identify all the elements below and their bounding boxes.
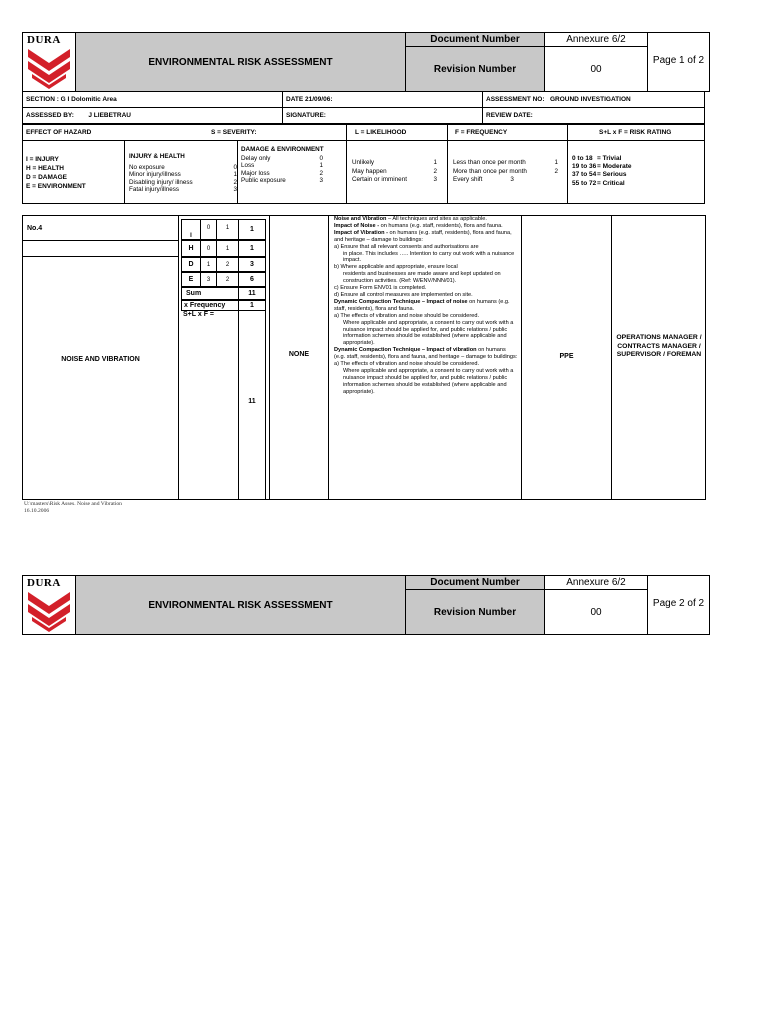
risk-item: a) The effects of vibration and noise should be considered. (334, 312, 480, 319)
frequency-value: 1 (238, 300, 266, 311)
risk-para (334, 347, 518, 361)
score-s: 3 (200, 272, 217, 287)
hazard-code: H = HEALTH (26, 165, 64, 172)
rating-range: 19 to 36 (572, 163, 597, 171)
ppe-cell: PPE (559, 353, 574, 360)
risk-para (334, 216, 518, 223)
legend-item-value: 1 (433, 159, 437, 166)
divider (238, 311, 239, 499)
effect-row (22, 124, 705, 141)
risk-heading: Dynamic Compaction Technique – Impact of vibration (334, 347, 477, 354)
legend-item-label: More than once per month (453, 167, 527, 175)
divider (346, 125, 347, 140)
score-code: D (181, 257, 201, 272)
legend-item-value: 0 (233, 163, 237, 171)
risk-para (334, 299, 518, 313)
risk-item: c) Ensure Form ENV01 is completed. (334, 285, 427, 292)
legend-item-label: Less than once per month (453, 159, 526, 166)
score-total: 1 (238, 240, 266, 257)
frequency-label: F = FREQUENCY (455, 129, 508, 136)
revision-value: 00 (545, 590, 648, 634)
legend-item (241, 177, 323, 185)
rating-item (572, 155, 662, 163)
score-code: E (181, 272, 201, 287)
rating-range: 55 to 72 (572, 179, 597, 187)
logo-cell (23, 576, 76, 634)
assessment-block (22, 215, 706, 500)
page-title: ENVIRONMENTAL RISK ASSESSMENT (76, 576, 406, 634)
legend-item (453, 168, 558, 177)
revision-label: Revision Number (406, 590, 545, 634)
likelihood-legend (352, 159, 437, 185)
page-number: Page 1 of 2 (652, 55, 705, 66)
rating-item (572, 180, 662, 188)
legend-item (241, 170, 323, 178)
legend-item (129, 179, 237, 187)
legend-item-label: Every shift (453, 176, 483, 184)
legend-item-value: 3 (233, 186, 237, 194)
risk-para (334, 230, 518, 244)
revision-value: 00 (545, 47, 648, 91)
risk-heading: Noise and Vibration (334, 216, 387, 222)
rating-item (572, 171, 662, 179)
assessment-no-cell (483, 92, 705, 108)
risk-para (334, 223, 518, 230)
hazard-code: E = ENVIRONMENT (26, 183, 86, 190)
page-number: Page 2 of 2 (652, 598, 705, 609)
score-s: 0 (200, 240, 217, 257)
score-code: I (181, 219, 201, 240)
slf-value: 11 (248, 398, 256, 405)
risk-heading: Impact of Vibration - (334, 229, 388, 236)
doc-number-label: Document Number (406, 576, 545, 590)
assessment-no-label: ASSESSMENT NO: (486, 96, 545, 103)
assessment-number: No.4 (27, 225, 43, 232)
divider (567, 125, 568, 140)
legend-item-label: No exposure (129, 163, 165, 171)
doc-number-value: Annexure 6/2 (545, 576, 648, 590)
legend-item-label: Unlikely (352, 159, 375, 166)
rating-label: = Trivial (597, 155, 622, 162)
doc-number-label: Document Number (406, 33, 545, 47)
score-s: 0 (200, 219, 217, 240)
divider (23, 240, 178, 241)
info-table (22, 91, 705, 124)
legend-item (129, 186, 237, 194)
legend-item-value: 1 (233, 171, 237, 179)
assessed-by-cell (23, 108, 283, 124)
slf-label: S+L x F = (183, 311, 214, 318)
risk-item-cont: in place. This includes ….. Intention to carry out work with a nuisance impact. (343, 250, 515, 264)
divider (178, 216, 179, 499)
footer-path: U:\masters\Risk Asses. Noise and Vibration (24, 501, 122, 507)
divider (23, 256, 178, 257)
rating-label: = Serious (597, 171, 627, 179)
risk-item: a) The effects of vibration and noise should be considered. (334, 361, 480, 368)
score-s: 1 (200, 257, 217, 272)
risk-heading: Dynamic Compaction Technique – Impact of noise (334, 298, 468, 305)
legend-item-label: May happen (352, 167, 387, 175)
risk-item: d) Ensure all control measures are implemented on site. (334, 291, 473, 298)
legend-item (129, 164, 237, 172)
severity-label: S = SEVERITY: (211, 129, 257, 136)
legend-item-value: 0 (319, 154, 323, 162)
risk-rating-label: S+L x F = RISK RATING (599, 129, 672, 136)
legend-item (241, 162, 323, 170)
legend-item-value: 2 (433, 167, 437, 175)
risk-item-cont: Where applicable and appropriate, a consent to carry out work with a nuisance impact should be applied for, and public relations / public information schemes should be established (where applicable and appropriate). (343, 367, 514, 395)
risk-heading: Impact of Noise - (334, 222, 380, 229)
legend-item (352, 176, 437, 185)
score-total: 3 (238, 257, 266, 272)
legend-item-label: Delay only (241, 154, 271, 162)
score-l: 1 (216, 219, 239, 240)
page-title: ENVIRONMENTAL RISK ASSESSMENT (76, 33, 406, 91)
rating-legend (572, 155, 662, 188)
logo-chevron-icon (28, 47, 70, 89)
risk-item-cont: Where applicable and appropriate, a consent to carry out work with a nuisance impact should be applied for, and public relations / public information schemes should be established (where applicable and appropriate). (343, 319, 514, 347)
risk-description (334, 216, 518, 396)
footer (24, 501, 122, 514)
injury-legend (129, 153, 237, 194)
legend-item-value: 3 (433, 176, 437, 184)
score-l: 1 (216, 240, 239, 257)
legend-item-label: Fatal injury/illness (129, 186, 180, 194)
rating-label: = Critical (597, 179, 625, 187)
logo-text: DURA (27, 34, 61, 46)
legend-item-value: 2 (554, 167, 558, 175)
score-code: H (181, 240, 201, 257)
hazard-codes (26, 155, 86, 191)
legend-item-label: Disabling injury/ illness (129, 178, 193, 186)
legend-item (352, 159, 437, 168)
score-total: 1 (238, 219, 266, 240)
legend-item-value: 3 (319, 177, 323, 185)
legend-row (22, 140, 705, 204)
divider (346, 141, 347, 203)
rating-range: 37 to 54 (572, 171, 597, 179)
score-l: 2 (216, 257, 239, 272)
assessment-no-value: GROUND INVESTIGATION (549, 96, 631, 103)
footer-date: 16.10.2006 (24, 507, 50, 514)
divider (611, 216, 612, 499)
legend-item-value: 1 (554, 159, 558, 166)
risk-item: b) Where applicable and appropriate, ensure local (334, 264, 458, 271)
divider (265, 311, 266, 499)
legend-item-value: 2 (319, 169, 323, 177)
activity-name: NOISE AND VIBRATION (61, 356, 140, 363)
legend-item (453, 159, 558, 168)
header-block-page2 (22, 575, 710, 635)
legend-item-label: Certain or imminent (352, 176, 407, 184)
assessed-by-value: J LIEBETRAU (88, 112, 131, 119)
date-cell: DATE 21/09/06: (283, 92, 483, 108)
legend-item-value: 2 (233, 178, 237, 186)
legend-item-value: 1 (319, 162, 323, 170)
legend-item-label: Loss (241, 162, 255, 170)
hazard-code: D = DAMAGE (26, 174, 67, 181)
damage-legend-box (237, 141, 238, 203)
score-l: 2 (216, 272, 239, 287)
likelihood-label: L = LIKELIHOOD (355, 129, 407, 136)
risk-text: on humans (e.g. staff, residents), flora and fauna. (379, 222, 503, 229)
hazard-code: I = INJURY (26, 156, 59, 163)
legend-item (129, 171, 237, 179)
section-cell: SECTION : G I Dolomitic Area (23, 92, 283, 108)
logo-text: DURA (27, 577, 61, 589)
frequency-legend (453, 159, 558, 185)
risk-text: – All techniques and sites as applicable. (386, 216, 487, 222)
rating-range: 0 to 18 (572, 155, 593, 162)
assessed-by-label: ASSESSED BY: (26, 112, 74, 119)
header-block (22, 32, 710, 92)
score-total: 6 (238, 272, 266, 287)
legend-item (453, 176, 558, 185)
divider (447, 125, 448, 140)
rating-label: = Moderate (597, 163, 632, 171)
logo-cell (23, 33, 76, 91)
divider (447, 141, 448, 203)
rating-item (572, 163, 662, 171)
risk-item-cont: residents and businesses are made aware and kept updated on construction activities. (Ref: W/ENV/NNN/01). (343, 271, 501, 285)
legend-item-label: Public exposure (241, 177, 286, 185)
logo-chevron-icon (28, 590, 70, 632)
legend-item-label: Major loss (241, 169, 270, 177)
risk-item: a) Ensure that all relevant consents and authorisations are (334, 243, 479, 250)
effect-of-hazard-label: EFFECT OF HAZARD (26, 129, 92, 136)
existing-controls: NONE (288, 351, 310, 358)
legend-item-label: Minor injury/illness (129, 171, 181, 179)
sum-value: 11 (238, 287, 266, 300)
damage-title: DAMAGE & ENVIRONMENT (241, 146, 324, 153)
revision-label: Revision Number (406, 47, 545, 91)
review-date-cell: REVIEW DATE: (483, 108, 705, 124)
frequency-label: x Frequency (181, 300, 239, 311)
divider (567, 141, 568, 203)
damage-legend (241, 146, 323, 185)
divider (328, 216, 329, 499)
responsible-person: OPERATIONS MANAGER / CONTRACTS MANAGER / SUPERVISOR / FOREMAN (616, 334, 702, 359)
legend-item (241, 155, 323, 163)
divider (124, 141, 125, 203)
risk-text: on humans (e.g. staff, residents), flora and fauna. (334, 298, 510, 312)
legend-item (352, 168, 437, 177)
risk-text: on humans (e.g. staff, residents), flora and fauna, and heritage – damage to buildings: (334, 229, 512, 243)
signature-cell: SIGNATURE: (283, 108, 483, 124)
risk-text: on humans (e.g. staff, residents), flora and fauna, and heritage – damage to buildings: (334, 347, 518, 361)
sum-label: Sum (181, 287, 239, 300)
legend-item-value: 3 (510, 176, 514, 184)
injury-title: INJURY & HEALTH (129, 153, 185, 160)
doc-number-value: Annexure 6/2 (545, 33, 648, 47)
